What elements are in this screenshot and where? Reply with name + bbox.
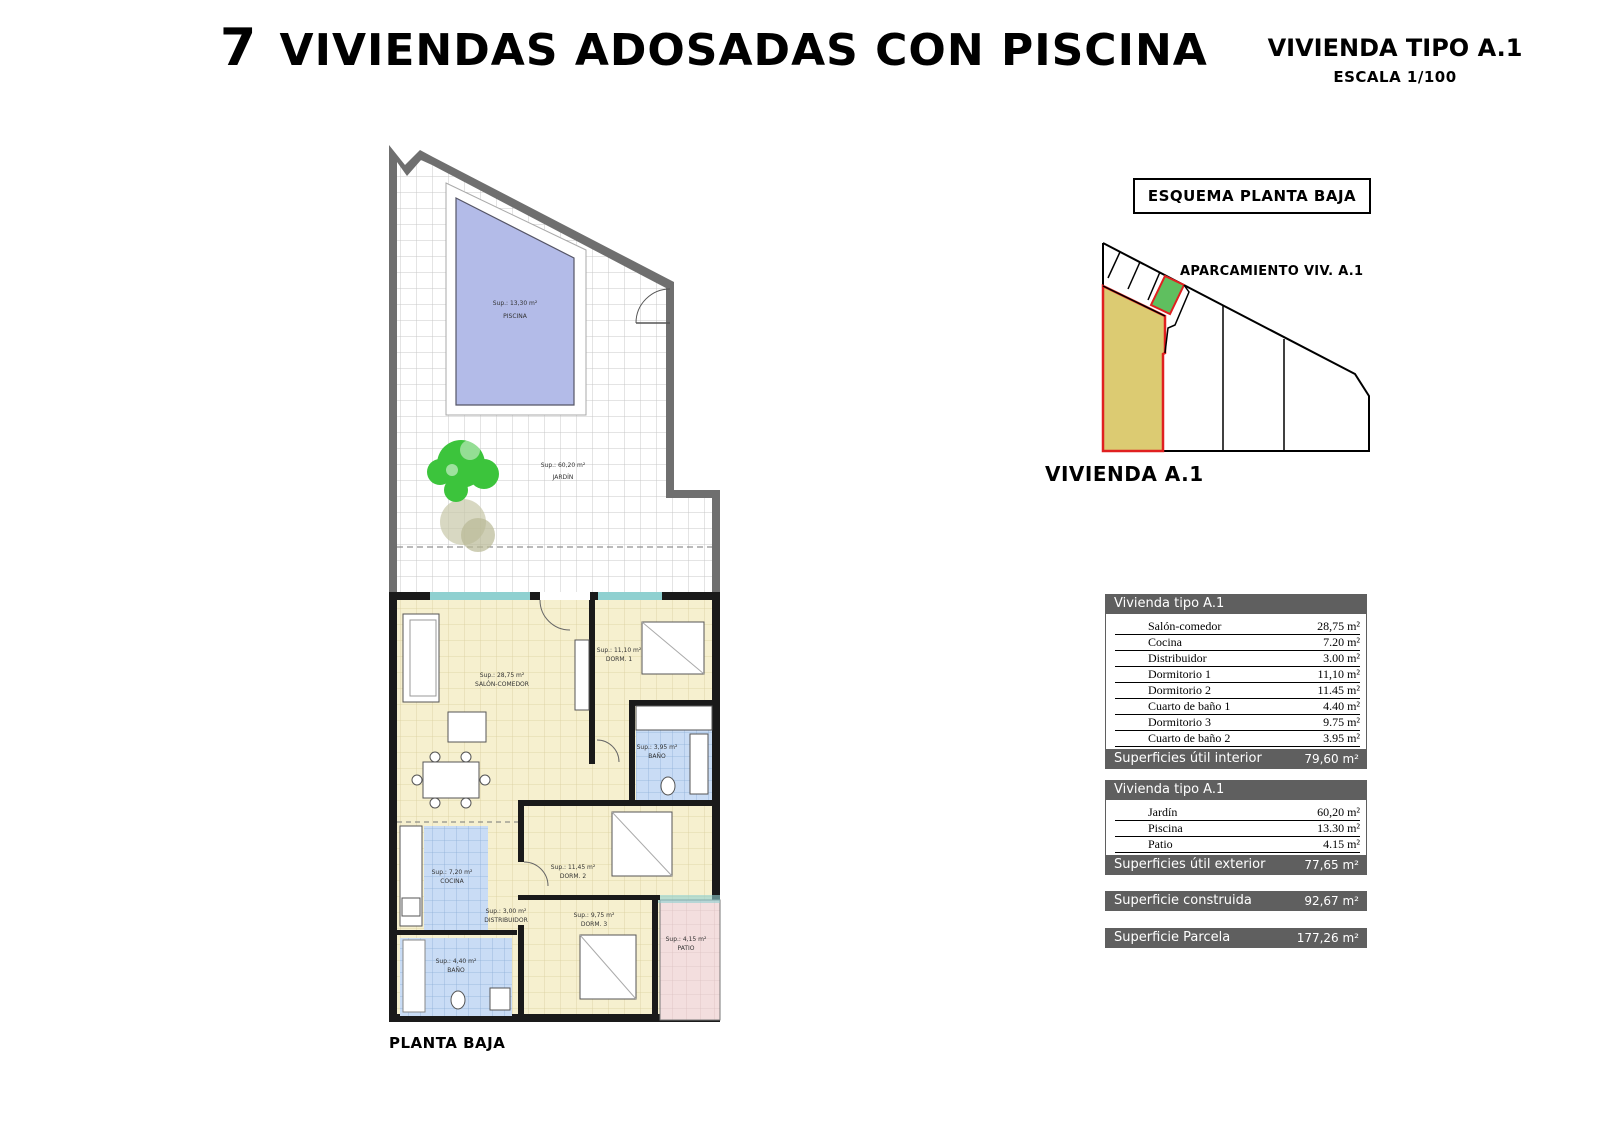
table-row — [1115, 619, 1360, 635]
dorm3-name-label: DORM. 3 — [580, 921, 608, 928]
table-row — [1115, 699, 1360, 715]
row-value: 9.75 m² — [1323, 715, 1360, 729]
interior-footer-value: 79,60 m² — [1304, 752, 1359, 766]
garden-name-label: JARDÍN — [552, 474, 574, 481]
exterior-table-header: Vivienda tipo A.1 — [1105, 780, 1367, 800]
built-area-row — [1105, 891, 1367, 911]
interior-table-body — [1105, 614, 1367, 749]
row-value: 28,75 m² — [1317, 619, 1360, 633]
plot-area-box — [1105, 928, 1367, 948]
table-row — [1115, 683, 1360, 699]
interior-table-footer — [1105, 749, 1367, 769]
row-label: Dormitorio 2 — [1148, 683, 1211, 697]
row-label: Jardín — [1148, 805, 1178, 819]
row-label: Dormitorio 1 — [1148, 667, 1211, 681]
title-number: 7 — [220, 18, 258, 78]
row-label: Cuarto de baño 2 — [1148, 731, 1231, 745]
floor-plan-label: PLANTA BAJA — [389, 1034, 506, 1052]
row-value: 4.40 m² — [1323, 699, 1360, 713]
built-area-box — [1105, 891, 1367, 911]
interior-footer-label: Superficies útil interior — [1114, 751, 1262, 766]
salon-name-label: SALÓN-COMEDOR — [475, 681, 529, 688]
patio-area-label: Sup.: 4,15 m² — [665, 936, 707, 943]
pool — [446, 183, 586, 415]
row-label: Cuarto de baño 1 — [1148, 699, 1231, 713]
row-value: 3.00 m² — [1323, 651, 1360, 665]
dorm1-area-label: Sup.: 11,10 m² — [596, 647, 642, 654]
row-value: 13.30 m² — [1317, 821, 1360, 835]
row-label: Piscina — [1148, 821, 1183, 835]
interior-table-header: Vivienda tipo A.1 — [1105, 594, 1367, 614]
table-row — [1115, 805, 1360, 821]
type-title: VIVIENDA TIPO A.1 — [1267, 34, 1523, 62]
row-label: Cocina — [1148, 635, 1182, 649]
exterior-table-footer — [1105, 855, 1367, 875]
bath2-name-label: BAÑO — [648, 753, 666, 760]
dorm1-name-label: DORM. 1 — [605, 656, 633, 663]
parking-label: APARCAMIENTO VIV. A.1 — [1180, 264, 1364, 279]
interior-area-table — [1105, 594, 1367, 769]
scale-label: ESCALA 1/100 — [1333, 68, 1457, 86]
dorm2-name-label: DORM. 2 — [559, 873, 587, 880]
table-row — [1115, 651, 1360, 667]
dorm3-area-label: Sup.: 9,75 m² — [573, 912, 615, 919]
built-area-value: 92,67 m² — [1304, 894, 1359, 908]
table-row — [1115, 715, 1360, 731]
row-value: 60,20 m² — [1317, 805, 1360, 819]
distributor-area-label: Sup.: 3,00 m² — [485, 908, 527, 915]
exterior-footer-label: Superficies útil exterior — [1114, 857, 1266, 872]
row-value: 3.95 m² — [1323, 731, 1360, 745]
table-row — [1115, 821, 1360, 837]
row-value: 11.45 m² — [1317, 683, 1360, 697]
row-label: Salón-comedor — [1148, 619, 1222, 633]
bath1-name-label: BAÑO — [447, 967, 465, 974]
built-area-label: Superficie construida — [1114, 893, 1252, 908]
row-label: Distribuidor — [1148, 651, 1207, 665]
kitchen-area-label: Sup.: 7,20 m² — [431, 869, 473, 876]
plot-area-label: Superficie Parcela — [1114, 930, 1231, 945]
plot-area-value: 177,26 m² — [1296, 931, 1359, 945]
bath1-area-label: Sup.: 4,40 m² — [435, 958, 477, 965]
exterior-footer-value: 77,65 m² — [1304, 858, 1359, 872]
table-row — [1115, 635, 1360, 651]
table-row — [1115, 667, 1360, 683]
row-label: Patio — [1148, 837, 1173, 851]
patio-name-label: PATIO — [677, 945, 695, 952]
schema-title: ESQUEMA PLANTA BAJA — [1133, 178, 1371, 214]
row-value: 11,10 m² — [1317, 667, 1360, 681]
exterior-table-body — [1105, 800, 1367, 855]
unit-label: VIVIENDA A.1 — [1045, 462, 1204, 486]
table-row — [1115, 731, 1360, 747]
kitchen-name-label: COCINA — [440, 878, 464, 885]
salon-area-label: Sup.: 28,75 m² — [479, 672, 525, 679]
pool-area-label: Sup.: 13,30 m² — [492, 300, 538, 307]
title-text: VIVIENDAS ADOSADAS CON PISCINA — [279, 25, 1208, 76]
pool-name-label: PISCINA — [503, 313, 527, 320]
table-row — [1115, 837, 1360, 853]
plot-area-row — [1105, 928, 1367, 948]
row-value: 7.20 m² — [1323, 635, 1360, 649]
exterior-area-table — [1105, 780, 1367, 875]
row-value: 4.15 m² — [1323, 837, 1360, 851]
dorm2-area-label: Sup.: 11,45 m² — [550, 864, 596, 871]
garden-area-label: Sup.: 60,20 m² — [540, 462, 586, 469]
distributor-name-label: DISTRIBUIDOR — [484, 917, 528, 924]
bath2-area-label: Sup.: 3,95 m² — [636, 744, 678, 751]
row-label: Dormitorio 3 — [1148, 715, 1211, 729]
